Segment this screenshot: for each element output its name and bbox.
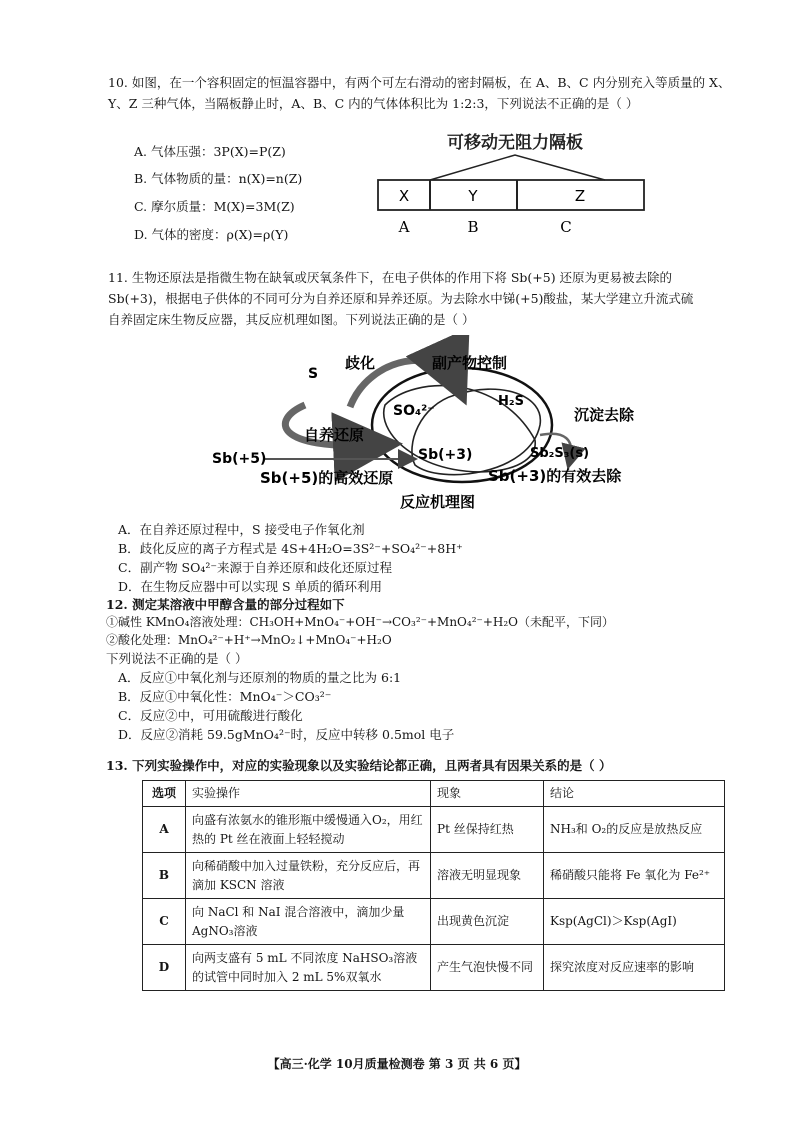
table-row (143, 945, 725, 991)
q12-option-c: C．反应②中，可用硫酸进行酸化 (118, 708, 303, 723)
header-phenomenon: 现象 (431, 781, 544, 807)
q10-cell-z: Z (574, 187, 586, 205)
q11-label-precipitation: 沉淀去除 (574, 406, 635, 424)
q10-label-c: C (560, 218, 572, 236)
q11-label-sb2s3: Sb₂S₃(s) (530, 446, 590, 461)
q11-label-effective-removal: Sb(+3)的有效去除 (488, 467, 622, 485)
row-d-operation: 向两支盛有 5 mL 不同浓度 NaHSO₃溶液的试管中同时加入 2 mL 5%双氧水 (186, 945, 431, 991)
row-c-operation: 向 NaCl 和 NaI 混合溶液中，滴加少量 AgNO₃溶液 (186, 899, 431, 945)
q10-label-a: A (398, 218, 410, 236)
table-row (143, 853, 725, 899)
q11-label-s: S (308, 366, 319, 382)
q11-label-autotrophic: 自养还原 (304, 426, 365, 444)
q12-stem: 12. 测定某溶液中甲醇含量的部分过程如下 (106, 597, 345, 612)
row-b-operation: 向稀硝酸中加入过量铁粉，充分反应后，再滴加 KSCN 溶液 (186, 853, 431, 899)
q11-stem-line3: 自养固定床生物反应器，其反应机理如图。下列说法正确的是（ ） (108, 312, 475, 327)
q11-label-sb3: Sb(+3) (418, 447, 473, 463)
header-operation: 实验操作 (186, 781, 431, 807)
q11-diagram-caption: 反应机理图 (400, 493, 476, 511)
q10-container-box (378, 180, 644, 210)
table-row (143, 899, 725, 945)
row-d-conclusion: 探究浓度对反应速率的影响 (544, 945, 725, 991)
q10-cell-y: Y (468, 187, 478, 205)
q11-option-c: C．副产物 SO₄²⁻来源于自养还原和歧化还原过程 (118, 560, 392, 575)
q11-option-b: B．歧化反应的离子方程式是 4S+4H₂O=3S²⁻+SO₄²⁻+8H⁺ (118, 541, 463, 556)
q10-option-a: A. 气体压强：3P(X)=P(Z) (134, 144, 286, 159)
q11-label-so4: SO₄²⁻ (393, 403, 435, 419)
q12-question: 下列说法不正确的是（ ） (106, 651, 248, 666)
q10-stem-line2: Y、Z 三种气体，当隔板静止时，A、B、C 内的气体体积比为 1:2:3，下列说法不正确的是（ ） (108, 96, 639, 111)
row-c-phenomenon: 出现黄色沉淀 (431, 899, 544, 945)
q10-option-d: D. 气体的密度：ρ(X)=ρ(Y) (134, 227, 289, 242)
row-d-phenomenon: 产生气泡快慢不同 (431, 945, 544, 991)
q13-stem: 13. 下列实验操作中，对应的实验现象以及实验结论都正确，且两者具有因果关系的是（ ） (106, 758, 612, 773)
q11-label-byproduct-control: 副产物控制 (432, 354, 508, 372)
table-row (143, 807, 725, 853)
q12-option-b: B．反应①中氧化性：MnO₄⁻＞CO₃²⁻ (118, 689, 332, 704)
row-d-label: D (143, 945, 186, 991)
q12-option-d: D．反应②消耗 59.5gMnO₄²⁻时，反应中转移 0.5mol 电子 (118, 727, 455, 742)
q11-label-disproportion: 歧化 (345, 354, 376, 372)
q10-label-b: B (467, 218, 479, 236)
q10-container-diagram (370, 128, 660, 243)
row-c-conclusion: Ksp(AgCl)＞Ksp(AgI) (544, 899, 725, 945)
q11-label-efficient-reduction: Sb(+5)的高效还原 (260, 469, 394, 487)
page-footer: 【高三·化学 10月质量检测卷 第 3 页 共 6 页】 (267, 1057, 527, 1071)
q11-option-a: A．在自养还原过程中，S 接受电子作氧化剂 (118, 522, 365, 537)
q12-option-a: A．反应①中氧化剂与还原剂的物质的量之比为 6:1 (118, 670, 402, 685)
header-option: 选项 (143, 781, 186, 807)
q11-stem-line2: Sb(+3)，根据电子供体的不同可分为自养还原和异养还原。为去除水中锑(+5)酸盐，某大学建立升流式硫 (108, 291, 694, 306)
q12-step2: ②酸化处理：MnO₄²⁻+H⁺→MnO₂↓+MnO₄⁻+H₂O (106, 633, 392, 647)
q11-label-sb5: Sb(+5) (212, 451, 267, 467)
q10-option-b: B. 气体物质的量：n(X)=n(Z) (134, 171, 303, 186)
q12-step1: ①碱性 KMnO₄溶液处理：CH₃OH+MnO₄⁻+OH⁻→CO₃²⁻+MnO₄²⁻+H₂O（未配平，下同） (106, 615, 615, 629)
header-conclusion: 结论 (544, 781, 725, 807)
q11-label-h2s: H₂S (498, 394, 524, 409)
q11-mechanism-diagram (200, 335, 670, 515)
row-a-label: A (143, 807, 186, 853)
row-b-label: B (143, 853, 186, 899)
row-a-conclusion: NH₃和 O₂的反应是放热反应 (544, 807, 725, 853)
row-a-operation: 向盛有浓氨水的锥形瓶中缓慢通入O₂，用红热的 Pt 丝在液面上轻轻搅动 (186, 807, 431, 853)
q10-diagram-title: 可移动无阻力隔板 (447, 133, 583, 153)
q10-cell-x: X (398, 187, 410, 205)
q11-stem-line1: 11. 生物还原法是指微生物在缺氧或厌氧条件下，在电子供体的作用下将 Sb(+5) 还原为更易被去除的 (108, 270, 673, 285)
row-a-phenomenon: Pt 丝保持红热 (431, 807, 544, 853)
q10-stem-line1: 10. 如图，在一个容积固定的恒温容器中，有两个可左右滑动的密封隔板，在 A、B、C 内分别充入等质量的 X、 (108, 75, 731, 90)
q10-option-c: C. 摩尔质量：M(X)=3M(Z) (134, 199, 295, 214)
row-b-conclusion: 稀硝酸只能将 Fe 氧化为 Fe²⁺ (544, 853, 725, 899)
row-c-label: C (143, 899, 186, 945)
q11-option-d: D．在生物反应器中可以实现 S 单质的循环利用 (118, 579, 383, 594)
q13-experiment-table (142, 780, 725, 991)
q10-partition-pointer (430, 155, 605, 180)
row-b-phenomenon: 溶液无明显现象 (431, 853, 544, 899)
table-header-row (143, 781, 725, 807)
